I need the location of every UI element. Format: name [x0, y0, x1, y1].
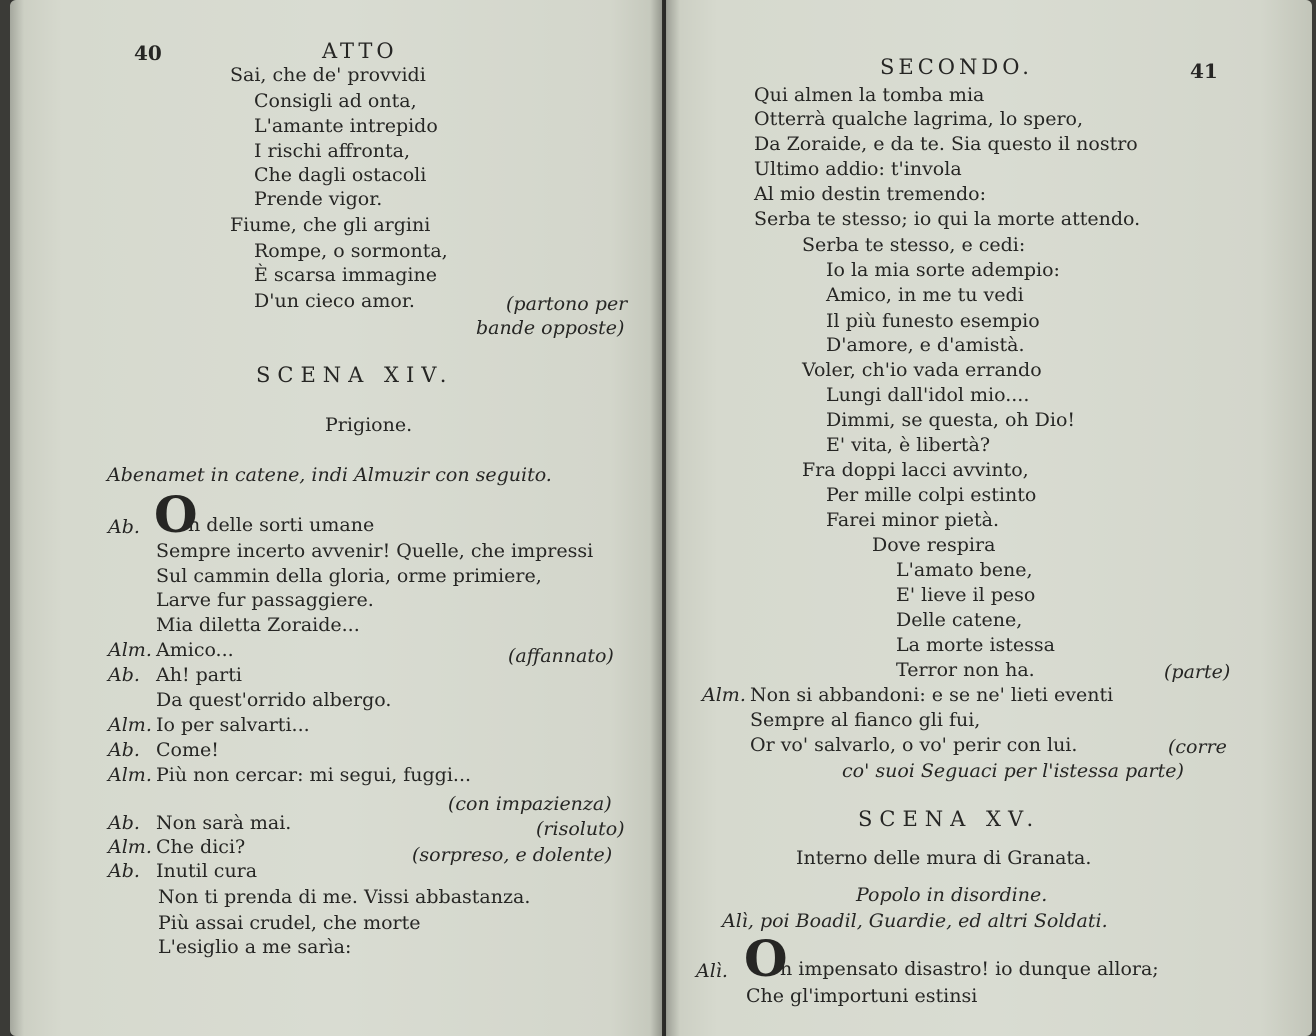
cast-line: Alì, poi Boadil, Guardie, ed altri Soldati. — [722, 910, 1108, 932]
verse-line: Farei minor pietà. — [826, 509, 1000, 531]
dialogue-line: Sempre al fianco gli fui, — [750, 709, 981, 731]
verse-line: Fra doppi lacci avvinto, — [802, 459, 1029, 481]
book-gutter — [650, 0, 680, 1036]
verse-line: Fiume, che gli argini — [230, 214, 431, 236]
stage-direction: bande opposte) — [476, 317, 625, 339]
speaker-label: Ab. — [108, 664, 140, 686]
verse-line: E' vita, è libertà? — [826, 434, 991, 456]
speaker-label: Alm. — [108, 836, 152, 858]
dialogue-line: Amico... — [156, 639, 234, 661]
speaker-label: Ab. — [108, 812, 140, 834]
dialogue-line: Or vo' salvarlo, o vo' perir con lui. — [750, 734, 1078, 756]
dialogue-line: Più assai crudel, che morte — [158, 912, 421, 934]
verse-line: Io la mia sorte adempio: — [826, 259, 1060, 281]
scene-setting: Prigione. — [325, 414, 413, 436]
dialogue-line: Larve fur passaggiere. — [156, 589, 374, 611]
dialogue-line: Come! — [156, 739, 219, 761]
cast-line: Popolo in disordine. — [856, 884, 1048, 906]
verse-line: Che dagli ostacoli — [254, 164, 427, 186]
dialogue-line: Più non cercar: mi segui, fuggi... — [156, 764, 472, 786]
dialogue-line: Al mio destin tremendo: — [754, 183, 987, 205]
scene-setting: Interno delle mura di Granata. — [796, 847, 1092, 869]
verse-line: Consigli ad onta, — [254, 90, 417, 112]
cast-line: Abenamet in catene, indi Almuzir con seguito. — [107, 464, 552, 486]
stage-direction: (partono per — [506, 293, 628, 315]
dialogue-line: Che dici? — [156, 836, 246, 858]
drop-cap: O — [154, 485, 198, 544]
verse-line: Il più funesto esempio — [826, 310, 1040, 332]
verse-line: Prende vigor. — [254, 188, 383, 210]
verse-line: D'un cieco amor. — [254, 290, 415, 312]
verse-line: D'amore, e d'amistà. — [826, 334, 1025, 356]
dialogue-line: Io per salvarti... — [156, 714, 310, 736]
left-page — [10, 0, 662, 1036]
speaker-label: Alì. — [696, 960, 728, 982]
page-edge-shadow — [10, 0, 24, 1036]
dialogue-line: h impensato disastro! io dunque allora; — [780, 958, 1159, 980]
speaker-label: Alm. — [108, 639, 152, 661]
dialogue-line: Otterrà qualche lagrima, lo spero, — [754, 108, 1084, 130]
verse-line: I rischi affronta, — [254, 140, 411, 162]
speaker-label: Alm. — [108, 714, 152, 736]
dialogue-line: Qui almen la tomba mia — [754, 84, 985, 106]
dialogue-line: h delle sorti umane — [188, 514, 375, 536]
verse-line: Serba te stesso, e cedi: — [802, 234, 1026, 256]
dialogue-line: Mia diletta Zoraide... — [156, 614, 360, 636]
verse-line: Amico, in me tu vedi — [826, 284, 1024, 306]
page-number: 41 — [1190, 59, 1218, 83]
stage-direction: co' suoi Seguaci per l'istessa parte) — [842, 760, 1184, 782]
running-head: ATTO — [322, 39, 398, 63]
speaker-label: Ab. — [108, 860, 140, 882]
dialogue-line: Ah! parti — [156, 664, 242, 686]
dialogue-line: Inutil cura — [156, 860, 258, 882]
dialogue-line: Ultimo addio: t'invola — [754, 158, 962, 180]
drop-cap: O — [744, 929, 788, 988]
stage-direction: (sorpreso, e dolente) — [412, 844, 613, 866]
stage-direction: (corre — [1168, 736, 1227, 758]
speaker-label: Alm. — [108, 764, 152, 786]
verse-line: La morte istessa — [896, 634, 1055, 656]
scene-heading: SCENA XIV. — [256, 363, 454, 387]
speaker-label: Ab. — [108, 739, 140, 761]
dialogue-line: Non si abbandoni: e se ne' lieti eventi — [750, 684, 1114, 706]
verse-line: Per mille colpi estinto — [826, 484, 1037, 506]
right-page — [666, 0, 1312, 1036]
running-head: SECONDO. — [880, 55, 1033, 79]
verse-line: L'amante intrepido — [254, 115, 438, 137]
speaker-label: Alm. — [702, 684, 746, 706]
dialogue-line: Non sarà mai. — [156, 812, 292, 834]
verse-line: Terror non ha. — [896, 659, 1035, 681]
dialogue-line: Non ti prenda di me. Vissi abbastanza. — [158, 886, 531, 908]
stage-direction: (parte) — [1164, 661, 1231, 683]
speaker-label: Ab. — [108, 516, 140, 538]
dialogue-line: Sempre incerto avvenir! Quelle, che impressi — [156, 540, 594, 562]
verse-line: Voler, ch'io vada errando — [802, 359, 1042, 381]
page-number: 40 — [134, 41, 162, 65]
dialogue-line: Da Zoraide, e da te. Sia questo il nostro — [754, 133, 1138, 155]
verse-line: È scarsa immagine — [254, 264, 437, 286]
verse-line: Dimmi, se questa, oh Dio! — [826, 409, 1076, 431]
verse-line: Delle catene, — [896, 609, 1023, 631]
stage-direction: (affannato) — [508, 645, 614, 667]
dialogue-line: Da quest'orrido albergo. — [156, 689, 392, 711]
verse-line: L'amato bene, — [896, 559, 1033, 581]
verse-line: Dove respira — [872, 534, 996, 556]
dialogue-line: Serba te stesso; io qui la morte attendo. — [754, 208, 1141, 230]
verse-line: E' lieve il peso — [896, 584, 1036, 606]
dialogue-line: Che gl'importuni estinsi — [746, 985, 978, 1007]
scene-heading: SCENA XV. — [858, 807, 1041, 831]
dialogue-line: Sul cammin della gloria, orme primiere, — [156, 565, 542, 587]
verse-line: Lungi dall'idol mio.... — [826, 384, 1030, 406]
verse-line: Sai, che de' provvidi — [230, 64, 426, 86]
stage-direction: (con impazienza) — [448, 793, 612, 815]
stage-direction: (risoluto) — [536, 818, 625, 840]
verse-line: Rompe, o sormonta, — [254, 240, 448, 262]
dialogue-line: L'esiglio a me sarìa: — [158, 936, 352, 958]
